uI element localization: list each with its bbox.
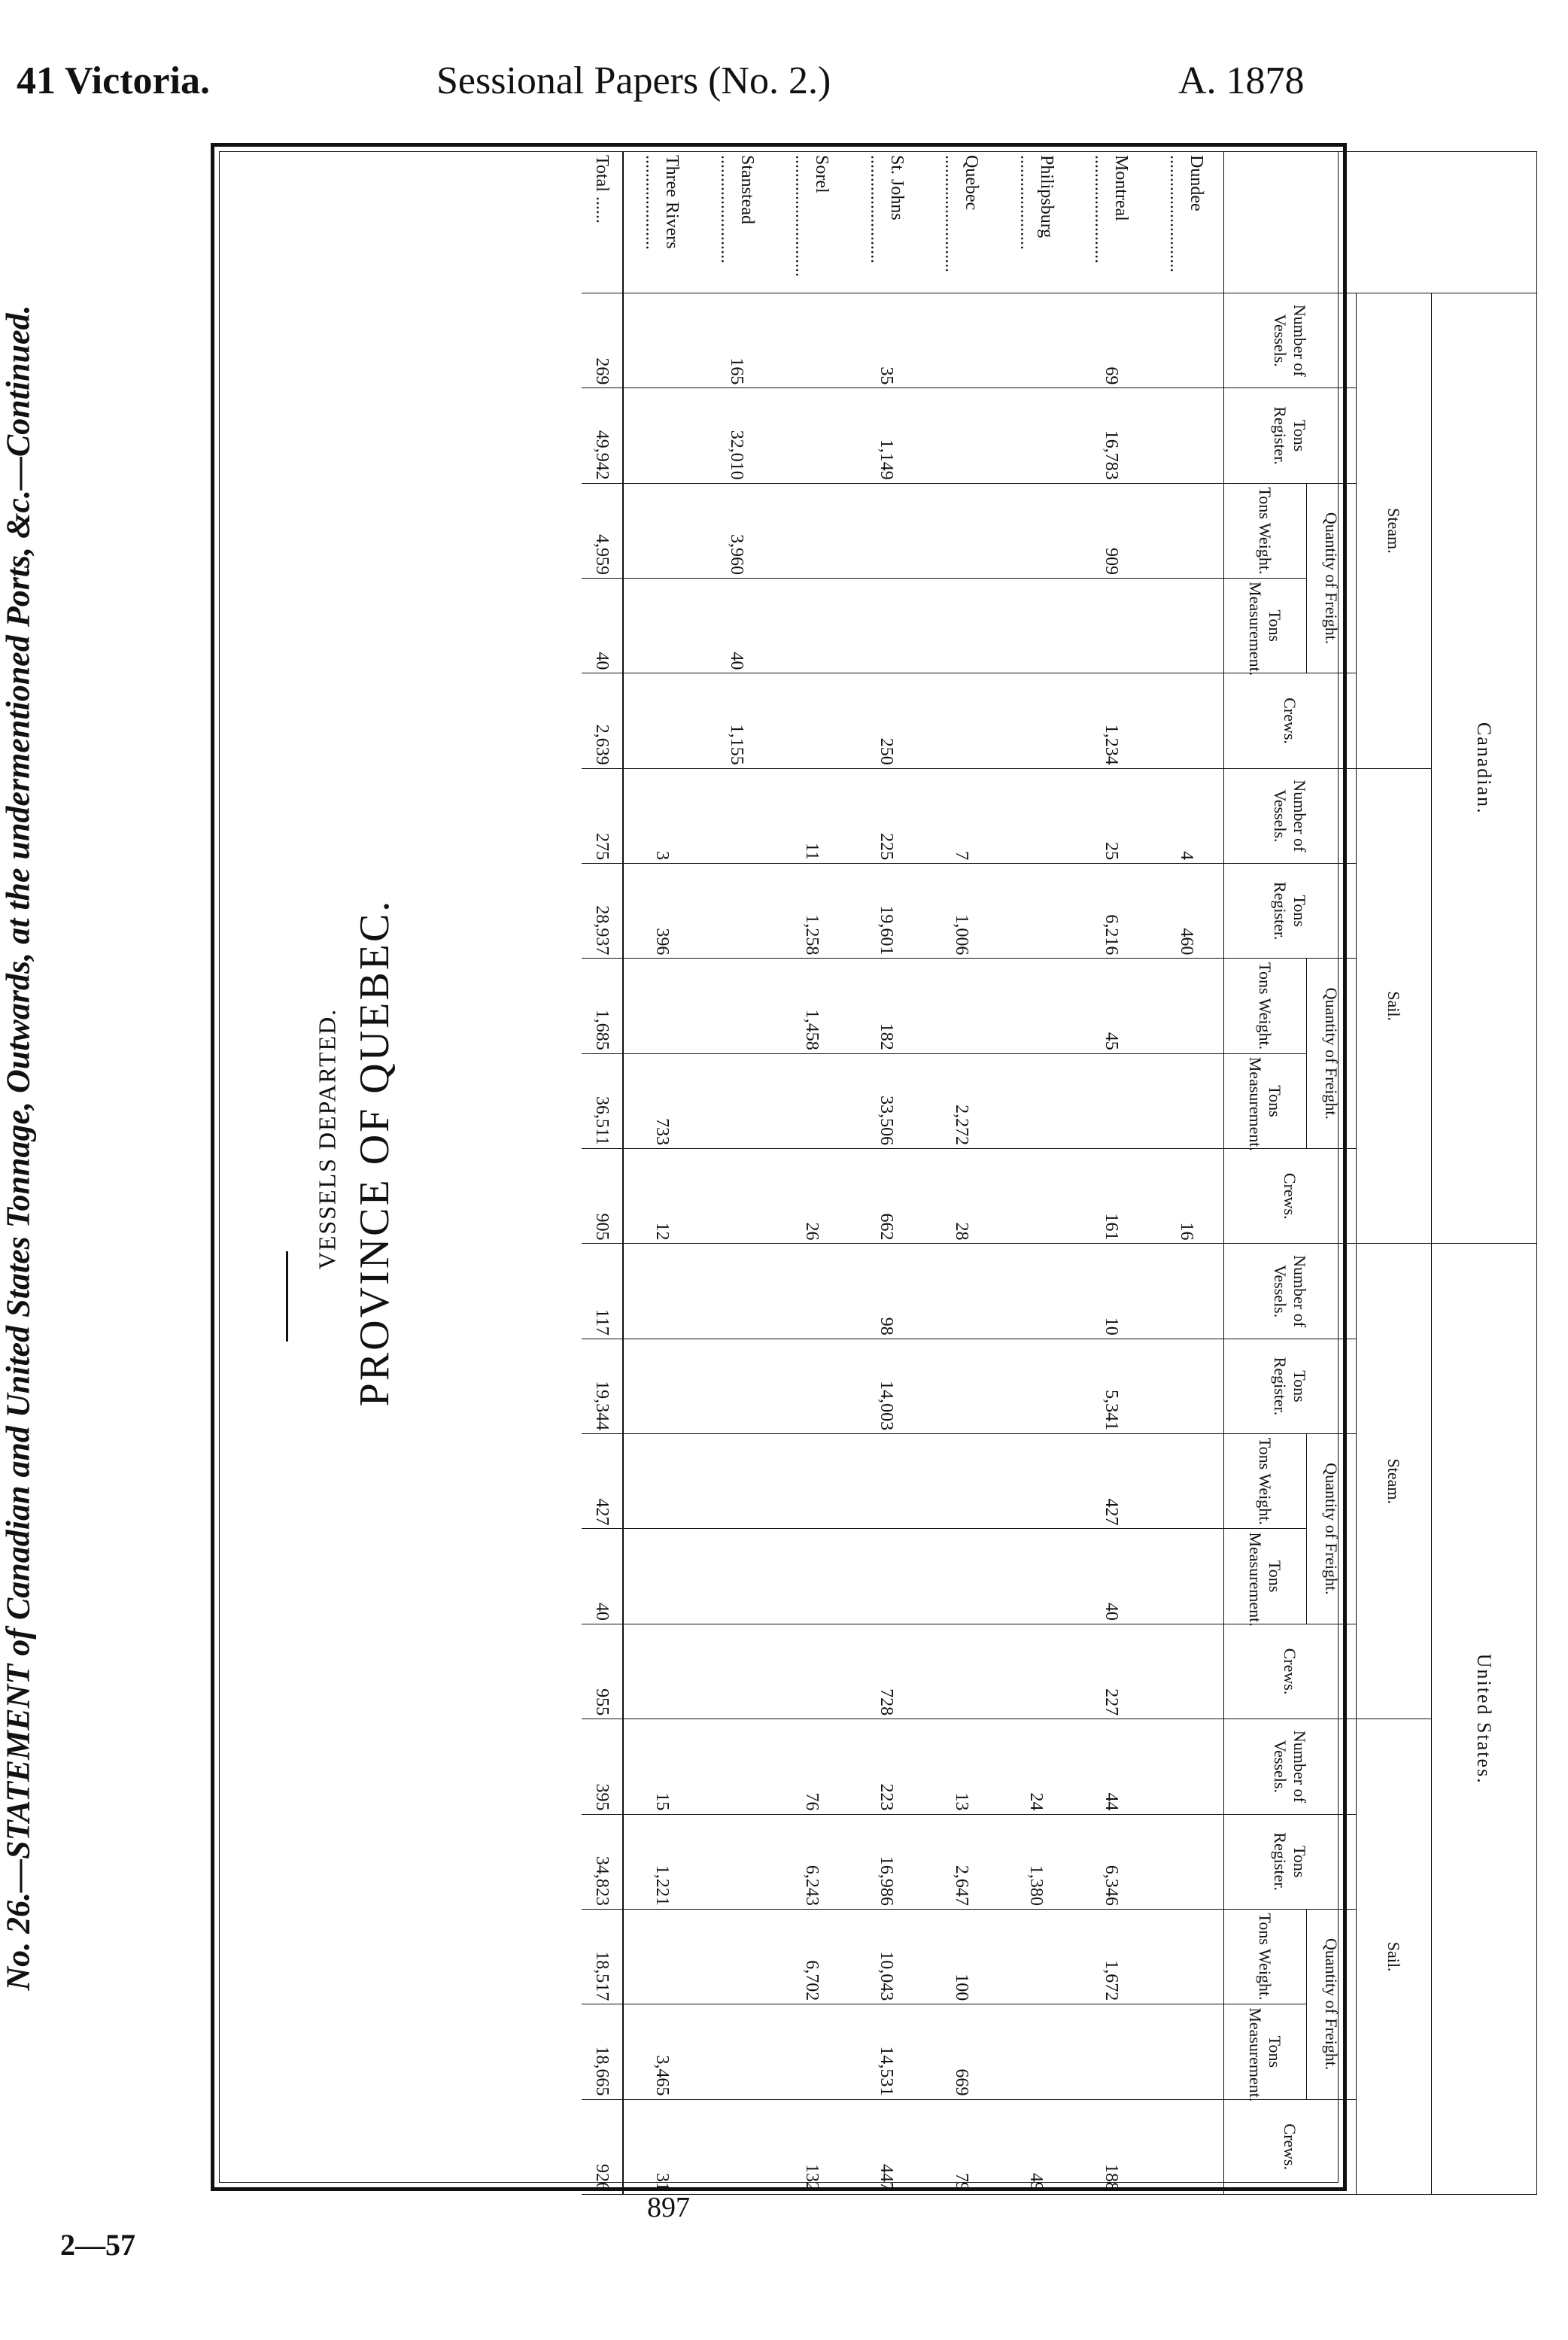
- side-note: 2—57: [60, 2228, 135, 2262]
- table-cell: [1074, 1053, 1149, 1148]
- table-cell: 24: [998, 1719, 1074, 1814]
- table-cell: [998, 959, 1074, 1053]
- table-cell: [998, 1624, 1074, 1719]
- table-cell: 36,511: [582, 1053, 623, 1148]
- table-cell: [1148, 579, 1223, 673]
- table-cell: [1074, 2004, 1149, 2099]
- table-cell: [1148, 483, 1223, 578]
- table-cell: 1,155: [699, 673, 774, 768]
- total-row: [582, 152, 623, 2195]
- table-cell: 225: [849, 768, 924, 863]
- table-cell: 447: [849, 2099, 924, 2194]
- table-cell: 33,506: [849, 1053, 924, 1148]
- col-crews: Crews.: [1224, 2099, 1357, 2194]
- table-cell: 2,272: [924, 1053, 999, 1148]
- table-cell: [998, 1149, 1074, 1244]
- table-cell: [849, 483, 924, 578]
- table-cell: 1,672: [1074, 1909, 1149, 2004]
- table-cell: 40: [699, 579, 774, 673]
- table-cell: 18,665: [582, 2004, 623, 2099]
- table-cell: 905: [582, 1149, 623, 1244]
- table-cell: 6,702: [774, 1909, 849, 2004]
- table-cell: [1148, 1814, 1223, 1909]
- table-cell: 165: [699, 293, 774, 388]
- table-cell: 117: [582, 1244, 623, 1339]
- table-row: [924, 152, 999, 2195]
- table-cell: 662: [849, 1149, 924, 1244]
- table-cell: [998, 579, 1074, 673]
- table-cell: [924, 1244, 999, 1339]
- table-cell: 227: [1074, 1624, 1149, 1719]
- table-cell: 79: [924, 2099, 999, 2194]
- table-cell: [623, 1339, 699, 1433]
- table-cell: 2,639: [582, 673, 623, 768]
- table-cell: [924, 579, 999, 673]
- table-cell: 16,986: [849, 1814, 924, 1909]
- table-cell: 7: [924, 768, 999, 863]
- table-cell: 14,003: [849, 1339, 924, 1433]
- table-cell: [623, 1909, 699, 2004]
- table-cell: 733: [623, 1053, 699, 1148]
- heading-rule: [286, 1251, 288, 1342]
- table-cell: [623, 388, 699, 483]
- port-name: Montreal ........................: [1074, 152, 1149, 293]
- col-weight: Tons Weight.: [1224, 959, 1307, 1053]
- table-cell: [1148, 1244, 1223, 1339]
- table-cell: [774, 1529, 849, 1624]
- col-measurement: Tons Measurement.: [1224, 1529, 1307, 1624]
- table-cell: [699, 1624, 774, 1719]
- table-cell: [924, 1434, 999, 1529]
- table-cell: [849, 1529, 924, 1624]
- table-cell: 40: [582, 579, 623, 673]
- table-cell: [623, 673, 699, 768]
- col-register: Tons Register.: [1224, 1814, 1357, 1909]
- port-name: Total ......: [582, 152, 623, 293]
- col-weight: Tons Weight.: [1224, 483, 1307, 578]
- table-row: [998, 152, 1074, 2195]
- col-crews: Crews.: [1224, 673, 1357, 768]
- table-cell: [774, 483, 849, 578]
- col-crews: Crews.: [1224, 1624, 1357, 1719]
- table-cell: [849, 579, 924, 673]
- table-cell: 396: [623, 864, 699, 959]
- col-vessels: Number of Vessels.: [1224, 1719, 1357, 1814]
- table-cell: 669: [924, 2004, 999, 2099]
- table-cell: 1,685: [582, 959, 623, 1053]
- port-header: [1224, 152, 1537, 293]
- table-cell: [924, 959, 999, 1053]
- table-cell: 16: [1148, 1149, 1223, 1244]
- port-name: Stanstead ........................: [699, 152, 774, 293]
- table-cell: [1148, 1529, 1223, 1624]
- table-cell: [774, 673, 849, 768]
- table-row: [1148, 152, 1223, 2195]
- table-cell: 1,258: [774, 864, 849, 959]
- table-cell: [1148, 1719, 1223, 1814]
- port-name: Sorel ...........................: [774, 152, 849, 293]
- table-cell: 1,380: [998, 1814, 1074, 1909]
- table-cell: 1,234: [1074, 673, 1149, 768]
- table-cell: 10: [1074, 1244, 1149, 1339]
- table-cell: [924, 1339, 999, 1433]
- table-cell: 19,344: [582, 1339, 623, 1433]
- table-cell: [699, 1149, 774, 1244]
- table-cell: [774, 579, 849, 673]
- table-cell: [699, 1053, 774, 1148]
- table-cell: [1148, 2099, 1223, 2194]
- table-cell: [623, 1624, 699, 1719]
- table-cell: 4: [1148, 768, 1223, 863]
- col-freight: Quantity of Freight.: [1307, 1909, 1357, 2099]
- table-cell: 98: [849, 1244, 924, 1339]
- table-cell: [699, 1434, 774, 1529]
- table-cell: 28: [924, 1149, 999, 1244]
- us-steam-header: Steam.: [1357, 1244, 1432, 1719]
- table-cell: 45: [1074, 959, 1149, 1053]
- table-cell: [1148, 673, 1223, 768]
- table-cell: 460: [1148, 864, 1223, 959]
- col-freight: Quantity of Freight.: [1307, 483, 1357, 673]
- tonnage-table-rotated: [582, 151, 1537, 2195]
- table-cell: 1,458: [774, 959, 849, 1053]
- table-cell: [623, 293, 699, 388]
- table-cell: 161: [1074, 1149, 1149, 1244]
- table-cell: 11: [774, 768, 849, 863]
- table-cell: [774, 1339, 849, 1433]
- table-cell: [699, 864, 774, 959]
- table-cell: [998, 388, 1074, 483]
- table-cell: [998, 1434, 1074, 1529]
- table-cell: [998, 1339, 1074, 1433]
- table-cell: [1148, 1624, 1223, 1719]
- table-cell: [623, 1529, 699, 1624]
- table-cell: 10,043: [849, 1909, 924, 2004]
- canadian-sail-header: Sail.: [1357, 768, 1432, 1244]
- table-cell: [699, 1909, 774, 2004]
- port-name: Philipsburg .....................: [998, 152, 1074, 293]
- group-united-states: United States.: [1432, 1244, 1537, 2195]
- table-cell: 16,783: [1074, 388, 1149, 483]
- table-cell: 909: [1074, 483, 1149, 578]
- col-vessels: Number of Vessels.: [1224, 768, 1357, 863]
- table-cell: 269: [582, 293, 623, 388]
- table-cell: 955: [582, 1624, 623, 1719]
- table-cell: 69: [1074, 293, 1149, 388]
- col-weight: Tons Weight.: [1224, 1434, 1307, 1529]
- table-row: [623, 152, 699, 2195]
- table-cell: 728: [849, 1624, 924, 1719]
- table-cell: [699, 2004, 774, 2099]
- table-cell: 926: [582, 2099, 623, 2194]
- table-cell: 132: [774, 2099, 849, 2194]
- table-cell: 76: [774, 1719, 849, 1814]
- table-cell: 49,942: [582, 388, 623, 483]
- us-sail-header: Sail.: [1357, 1719, 1432, 2195]
- table-cell: [774, 293, 849, 388]
- table-row: [1074, 152, 1149, 2195]
- table-cell: [998, 483, 1074, 578]
- table-cell: 4,959: [582, 483, 623, 578]
- table-cell: [774, 1244, 849, 1339]
- table-cell: 31: [623, 2099, 699, 2194]
- table-cell: [1148, 959, 1223, 1053]
- table-cell: 14,531: [849, 2004, 924, 2099]
- table-cell: [774, 388, 849, 483]
- table-cell: [774, 1624, 849, 1719]
- table-cell: [774, 1053, 849, 1148]
- col-vessels: Number of Vessels.: [1224, 1244, 1357, 1339]
- table-cell: 3: [623, 768, 699, 863]
- table-cell: [849, 1434, 924, 1529]
- table-cell: [998, 1529, 1074, 1624]
- col-crews: Crews.: [1224, 1149, 1357, 1244]
- table-cell: [699, 1814, 774, 1909]
- table-cell: 32,010: [699, 388, 774, 483]
- table-cell: 18,517: [582, 1909, 623, 2004]
- col-measurement: Tons Measurement.: [1224, 2004, 1307, 2099]
- header-session: 41 Victoria.: [17, 59, 211, 102]
- table-cell: [924, 1529, 999, 1624]
- table-cell: [998, 2004, 1074, 2099]
- table-cell: [774, 1434, 849, 1529]
- table-cell: 395: [582, 1719, 623, 1814]
- table-cell: 1,006: [924, 864, 999, 959]
- table-cell: [924, 673, 999, 768]
- table-cell: [699, 1339, 774, 1433]
- table-cell: 5,341: [1074, 1339, 1149, 1433]
- table-cell: [1148, 1909, 1223, 2004]
- table-cell: [623, 1434, 699, 1529]
- col-register: Tons Register.: [1224, 864, 1357, 959]
- table-cell: [699, 768, 774, 863]
- table-cell: [998, 673, 1074, 768]
- table-cell: 1,149: [849, 388, 924, 483]
- table-row: [699, 152, 774, 2195]
- header-sessional-papers: Sessional Papers (No. 2.): [436, 59, 831, 102]
- table-cell: 6,243: [774, 1814, 849, 1909]
- table-cell: [998, 293, 1074, 388]
- table-cell: 35: [849, 293, 924, 388]
- table-cell: [1148, 293, 1223, 388]
- table-cell: 6,346: [1074, 1814, 1149, 1909]
- table-cell: [1148, 2004, 1223, 2099]
- table-row: [774, 152, 849, 2195]
- table-cell: [998, 768, 1074, 863]
- table-cell: [998, 1244, 1074, 1339]
- table-cell: [1148, 388, 1223, 483]
- table-cell: 40: [1074, 1529, 1149, 1624]
- statement-title: No. 26.—STATEMENT of Canadian and United States Tonnage, Outwards, at the undermentioned Ports, &c.—Continued.: [0, 305, 37, 1991]
- table-cell: 15: [623, 1719, 699, 1814]
- table-cell: [924, 1624, 999, 1719]
- port-name: Dundee ..........................: [1148, 152, 1223, 293]
- table-cell: 427: [1074, 1434, 1149, 1529]
- table-cell: 250: [849, 673, 924, 768]
- table-cell: [998, 1053, 1074, 1148]
- table-cell: [774, 2004, 849, 2099]
- canadian-steam-header: Steam.: [1357, 293, 1432, 769]
- table-cell: 100: [924, 1909, 999, 2004]
- col-freight: Quantity of Freight.: [1307, 959, 1357, 1149]
- table-cell: 188: [1074, 2099, 1149, 2194]
- table-cell: 13: [924, 1719, 999, 1814]
- table-cell: 34,823: [582, 1814, 623, 1909]
- table-cell: 19,601: [849, 864, 924, 959]
- table-cell: [699, 1244, 774, 1339]
- table-cell: [998, 1909, 1074, 2004]
- table-cell: [924, 293, 999, 388]
- port-name: Quebec ..........................: [924, 152, 999, 293]
- table-cell: [623, 1244, 699, 1339]
- table-cell: 44: [1074, 1719, 1149, 1814]
- table-cell: [699, 2099, 774, 2194]
- table-cell: 25: [1074, 768, 1149, 863]
- table-cell: 6,216: [1074, 864, 1149, 959]
- col-freight: Quantity of Freight.: [1307, 1434, 1357, 1624]
- table-cell: 12: [623, 1149, 699, 1244]
- col-register: Tons Register.: [1224, 1339, 1357, 1433]
- table-cell: [699, 959, 774, 1053]
- table-cell: 2,647: [924, 1814, 999, 1909]
- table-cell: [623, 579, 699, 673]
- table-cell: [924, 483, 999, 578]
- table-cell: 1,221: [623, 1814, 699, 1909]
- table-cell: 223: [849, 1719, 924, 1814]
- table-cell: 28,937: [582, 864, 623, 959]
- table-cell: [623, 483, 699, 578]
- table-cell: [998, 864, 1074, 959]
- table-cell: [1148, 1339, 1223, 1433]
- table-cell: 3,465: [623, 2004, 699, 2099]
- table-cell: [699, 1529, 774, 1624]
- group-canadian: Canadian.: [1432, 293, 1537, 1244]
- table-frame: [211, 143, 1496, 2191]
- port-name: Three Rivers .....................: [623, 152, 699, 293]
- section-heading: VESSELS DEPARTED.: [313, 1007, 341, 1270]
- table-cell: 275: [582, 768, 623, 863]
- table-cell: [924, 388, 999, 483]
- table-cell: 49: [998, 2099, 1074, 2194]
- col-weight: Tons Weight.: [1224, 1909, 1307, 2004]
- table-row: [849, 152, 924, 2195]
- col-measurement: Tons Measurement.: [1224, 1053, 1307, 1148]
- tonnage-table: [582, 151, 1537, 2195]
- table-cell: 182: [849, 959, 924, 1053]
- table-cell: 3,960: [699, 483, 774, 578]
- page-number: 897: [647, 2192, 690, 2223]
- col-measurement: Tons Measurement.: [1224, 579, 1307, 673]
- port-name: St. Johns ........................: [849, 152, 924, 293]
- table-cell: 427: [582, 1434, 623, 1529]
- table-cell: 40: [582, 1529, 623, 1624]
- table-cell: [1148, 1053, 1223, 1148]
- table-cell: [1148, 1434, 1223, 1529]
- col-vessels: Number of Vessels.: [1224, 293, 1357, 388]
- table-cell: 26: [774, 1149, 849, 1244]
- col-register: Tons Register.: [1224, 388, 1357, 483]
- table-cell: [623, 959, 699, 1053]
- table-cell: [699, 1719, 774, 1814]
- province-heading: PROVINCE OF QUEBEC.: [351, 898, 398, 1407]
- header-year: A. 1878: [1178, 59, 1305, 102]
- table-cell: [1074, 579, 1149, 673]
